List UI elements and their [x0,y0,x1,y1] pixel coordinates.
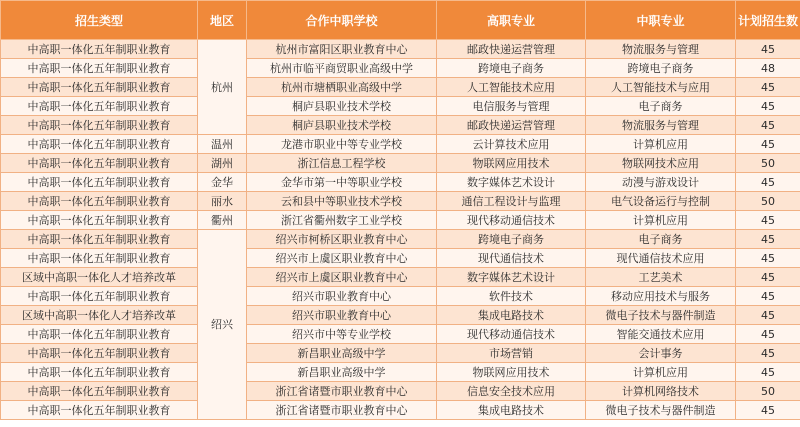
cell-higher-vocational-major: 物联网应用技术 [437,363,586,382]
cell-higher-vocational-major: 现代移动通信技术 [437,325,586,344]
cell-planned-enrollment: 50 [736,192,800,211]
cell-higher-vocational-major: 通信工程设计与监理 [437,192,586,211]
table-row [1,401,800,420]
cell-enrollment-type: 中高职一体化五年制职业教育 [1,192,198,211]
cell-secondary-vocational-major: 微电子技术与器件制造 [586,401,736,420]
cell-partner-school: 杭州市富阳区职业教育中心 [247,40,437,59]
cell-partner-school: 绍兴市中等专业学校 [247,325,437,344]
header-enrollment-type: 招生类型 [1,1,198,40]
cell-higher-vocational-major: 邮政快递运营管理 [437,40,586,59]
cell-secondary-vocational-major: 工艺美术 [586,268,736,287]
header-region: 地区 [198,1,247,40]
cell-partner-school: 浙江省诸暨市职业教育中心 [247,401,437,420]
table-row [1,59,800,78]
cell-planned-enrollment: 50 [736,154,800,173]
cell-secondary-vocational-major: 计算机应用 [586,363,736,382]
table-row [1,230,800,249]
cell-higher-vocational-major: 电信服务与管理 [437,97,586,116]
cell-region: 绍兴 [198,230,247,420]
cell-higher-vocational-major: 数字媒体艺术设计 [437,173,586,192]
table-row [1,249,800,268]
cell-higher-vocational-major: 邮政快递运营管理 [437,116,586,135]
cell-planned-enrollment: 45 [736,116,800,135]
cell-secondary-vocational-major: 计算机应用 [586,211,736,230]
cell-enrollment-type: 中高职一体化五年制职业教育 [1,230,198,249]
cell-partner-school: 新昌职业高级中学 [247,363,437,382]
table-row [1,192,800,211]
cell-region: 温州 [198,135,247,154]
header-secondary-vocational-major: 中职专业 [586,1,736,40]
cell-secondary-vocational-major: 智能交通技术应用 [586,325,736,344]
cell-higher-vocational-major: 人工智能技术应用 [437,78,586,97]
table-row [1,363,800,382]
cell-partner-school: 浙江省诸暨市职业教育中心 [247,382,437,401]
cell-secondary-vocational-major: 物流服务与管理 [586,116,736,135]
cell-secondary-vocational-major: 物联网技术应用 [586,154,736,173]
cell-higher-vocational-major: 集成电路技术 [437,401,586,420]
cell-higher-vocational-major: 云计算技术应用 [437,135,586,154]
cell-enrollment-type: 中高职一体化五年制职业教育 [1,401,198,420]
cell-planned-enrollment: 45 [736,363,800,382]
table-row [1,306,800,325]
cell-secondary-vocational-major: 人工智能技术与应用 [586,78,736,97]
cell-region: 丽水 [198,192,247,211]
cell-secondary-vocational-major: 物流服务与管理 [586,40,736,59]
cell-region: 湖州 [198,154,247,173]
table-row [1,154,800,173]
cell-partner-school: 桐庐县职业技术学校 [247,116,437,135]
table-row [1,40,800,59]
cell-partner-school: 云和县中等职业技术学校 [247,192,437,211]
cell-partner-school: 金华市第一中等职业学校 [247,173,437,192]
header-row [1,1,800,40]
cell-planned-enrollment: 45 [736,287,800,306]
table-row [1,287,800,306]
cell-planned-enrollment: 45 [736,230,800,249]
cell-secondary-vocational-major: 电气设备运行与控制 [586,192,736,211]
cell-planned-enrollment: 45 [736,40,800,59]
cell-enrollment-type: 中高职一体化五年制职业教育 [1,249,198,268]
cell-partner-school: 绍兴市职业教育中心 [247,287,437,306]
cell-partner-school: 绍兴市柯桥区职业教育中心 [247,230,437,249]
cell-secondary-vocational-major: 电子商务 [586,230,736,249]
table-body [1,40,800,420]
cell-planned-enrollment: 45 [736,211,800,230]
cell-secondary-vocational-major: 电子商务 [586,97,736,116]
cell-higher-vocational-major: 数字媒体艺术设计 [437,268,586,287]
table-row [1,173,800,192]
table-row [1,116,800,135]
cell-partner-school: 绍兴市职业教育中心 [247,306,437,325]
table-row [1,344,800,363]
cell-partner-school: 浙江省衢州数字工业学校 [247,211,437,230]
cell-enrollment-type: 中高职一体化五年制职业教育 [1,40,198,59]
table-row [1,78,800,97]
header-partner-school: 合作中职学校 [247,1,437,40]
cell-secondary-vocational-major: 动漫与游戏设计 [586,173,736,192]
cell-enrollment-type: 中高职一体化五年制职业教育 [1,211,198,230]
cell-higher-vocational-major: 现代移动通信技术 [437,211,586,230]
cell-higher-vocational-major: 信息安全技术应用 [437,382,586,401]
cell-enrollment-type: 中高职一体化五年制职业教育 [1,116,198,135]
cell-enrollment-type: 中高职一体化五年制职业教育 [1,135,198,154]
cell-higher-vocational-major: 跨境电子商务 [437,230,586,249]
table-row [1,211,800,230]
cell-partner-school: 杭州市临平商贸职业高级中学 [247,59,437,78]
cell-planned-enrollment: 45 [736,306,800,325]
cell-enrollment-type: 中高职一体化五年制职业教育 [1,59,198,78]
table-row [1,325,800,344]
cell-enrollment-type: 区域中高职一体化人才培养改革 [1,306,198,325]
cell-secondary-vocational-major: 会计事务 [586,344,736,363]
cell-partner-school: 绍兴市上虞区职业教育中心 [247,249,437,268]
cell-planned-enrollment: 45 [736,78,800,97]
cell-secondary-vocational-major: 移动应用技术与服务 [586,287,736,306]
table-row [1,97,800,116]
cell-planned-enrollment: 48 [736,59,800,78]
table-row [1,135,800,154]
cell-higher-vocational-major: 跨境电子商务 [437,59,586,78]
cell-higher-vocational-major: 市场营销 [437,344,586,363]
cell-planned-enrollment: 45 [736,173,800,192]
cell-enrollment-type: 中高职一体化五年制职业教育 [1,154,198,173]
cell-enrollment-type: 中高职一体化五年制职业教育 [1,325,198,344]
cell-higher-vocational-major: 软件技术 [437,287,586,306]
cell-partner-school: 绍兴市上虞区职业教育中心 [247,268,437,287]
cell-partner-school: 浙江信息工程学校 [247,154,437,173]
cell-planned-enrollment: 45 [736,401,800,420]
cell-region: 金华 [198,173,247,192]
cell-partner-school: 杭州市塘栖职业高级中学 [247,78,437,97]
cell-planned-enrollment: 45 [736,135,800,154]
cell-secondary-vocational-major: 计算机应用 [586,135,736,154]
header-higher-vocational-major: 高职专业 [437,1,586,40]
cell-planned-enrollment: 45 [736,249,800,268]
cell-enrollment-type: 中高职一体化五年制职业教育 [1,78,198,97]
cell-secondary-vocational-major: 现代通信技术应用 [586,249,736,268]
cell-enrollment-type: 中高职一体化五年制职业教育 [1,173,198,192]
cell-region: 杭州 [198,40,247,135]
cell-enrollment-type: 区域中高职一体化人才培养改革 [1,268,198,287]
cell-partner-school: 龙港市职业中等专业学校 [247,135,437,154]
cell-partner-school: 桐庐县职业技术学校 [247,97,437,116]
cell-planned-enrollment: 50 [736,382,800,401]
cell-planned-enrollment: 45 [736,344,800,363]
cell-enrollment-type: 中高职一体化五年制职业教育 [1,287,198,306]
cell-planned-enrollment: 45 [736,97,800,116]
cell-higher-vocational-major: 集成电路技术 [437,306,586,325]
cell-enrollment-type: 中高职一体化五年制职业教育 [1,344,198,363]
cell-higher-vocational-major: 物联网应用技术 [437,154,586,173]
cell-secondary-vocational-major: 跨境电子商务 [586,59,736,78]
cell-enrollment-type: 中高职一体化五年制职业教育 [1,97,198,116]
cell-partner-school: 新昌职业高级中学 [247,344,437,363]
header-planned-enrollment: 计划招生数 [736,1,800,40]
cell-region: 衢州 [198,211,247,230]
cell-enrollment-type: 中高职一体化五年制职业教育 [1,363,198,382]
cell-enrollment-type: 中高职一体化五年制职业教育 [1,382,198,401]
table-row [1,382,800,401]
table-row [1,268,800,287]
cell-secondary-vocational-major: 计算机网络技术 [586,382,736,401]
cell-higher-vocational-major: 现代通信技术 [437,249,586,268]
cell-secondary-vocational-major: 微电子技术与器件制造 [586,306,736,325]
cell-planned-enrollment: 45 [736,325,800,344]
cell-planned-enrollment: 45 [736,268,800,287]
